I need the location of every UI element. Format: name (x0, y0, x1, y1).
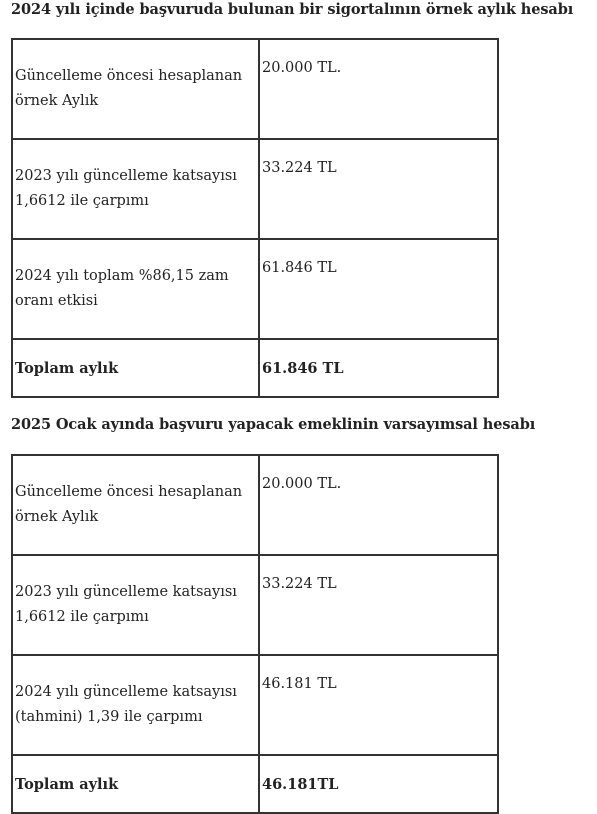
table-row (12, 139, 498, 239)
row-label: Güncelleme öncesi hesaplanan örnek Aylık (12, 455, 259, 555)
pension-calculation-table-2025 (11, 454, 499, 814)
row-value: 20.000 TL. (259, 455, 498, 555)
row-value: 46.181 TL (259, 655, 498, 755)
table-row (12, 455, 498, 555)
table-row (12, 655, 498, 755)
pension-calculation-table-2024 (11, 38, 499, 398)
total-value: 46.181TL (259, 755, 498, 813)
row-label: Güncelleme öncesi hesaplanan örnek Aylık (12, 39, 259, 139)
total-value: 61.846 TL (259, 339, 498, 397)
row-label: 2024 yılı toplam %86,15 zam oranı etkisi (12, 239, 259, 339)
row-value: 33.224 TL (259, 139, 498, 239)
row-label: 2024 yılı güncelleme katsayısı (tahmini) 1,39 ile çarpımı (12, 655, 259, 755)
section-2-title: 2025 Ocak ayında başvuru yapacak emeklinin varsayımsal hesabı (11, 416, 536, 433)
section-1-title: 2024 yılı içinde başvuruda bulunan bir sigortalının örnek aylık hesabı (11, 1, 574, 18)
table-row (12, 39, 498, 139)
total-row (12, 755, 498, 813)
total-label: Toplam aylık (12, 755, 259, 813)
total-label: Toplam aylık (12, 339, 259, 397)
row-label: 2023 yılı güncelleme katsayısı 1,6612 ile çarpımı (12, 555, 259, 655)
table-row (12, 239, 498, 339)
row-value: 61.846 TL (259, 239, 498, 339)
row-value: 20.000 TL. (259, 39, 498, 139)
row-label: 2023 yılı güncelleme katsayısı 1,6612 ile çarpımı (12, 139, 259, 239)
total-row (12, 339, 498, 397)
row-value: 33.224 TL (259, 555, 498, 655)
table-row (12, 555, 498, 655)
